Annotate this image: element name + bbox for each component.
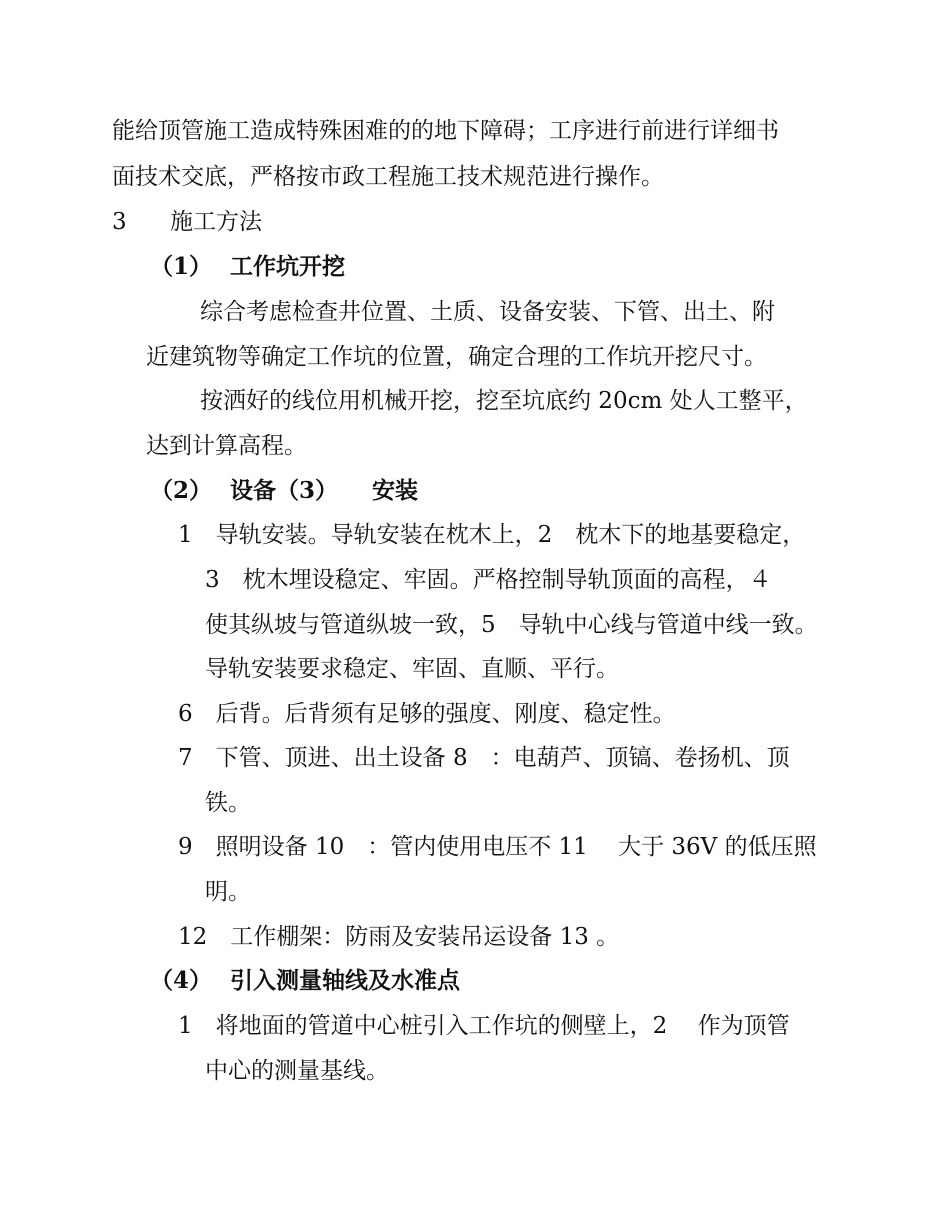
subsection-title-cont: 安装	[372, 477, 418, 504]
list-item-line: 7 下管、顶进、出土设备 8 ：电葫芦、顶镐、卷扬机、顶	[178, 745, 790, 771]
paragraph-line: 按洒好的线位用机械开挖，挖至坑底约 20cm 处人工整平，	[200, 388, 808, 414]
list-item-line: 中心的测量基线。	[205, 1058, 389, 1084]
list-item-line: 6 后背。后背须有足够的强度、刚度、稳定性。	[178, 701, 676, 727]
subsection-title: 设备（3）	[230, 477, 339, 504]
section-title: 施工方法	[170, 209, 262, 235]
list-item-line: 1 将地面的管道中心桩引入工作坑的侧壁上，2 作为顶管	[178, 1013, 790, 1039]
subsection-number: （1）	[150, 253, 213, 280]
list-item-line: 9 照明设备 10 ：管内使用电压不 11 大于 36V 的低压照	[178, 834, 817, 860]
paragraph-line: 综合考虑检查井位置、土质、设备安装、下管、出土、附	[200, 299, 775, 325]
list-item-line: 导轨安装要求稳定、牢固、直顺、平行。	[205, 656, 619, 682]
subsection-title: 引入测量轴线及水准点	[230, 967, 460, 994]
list-item-line: 12 工作棚架：防雨及安装吊运设备 13 。	[178, 924, 620, 950]
subsection-number: （4）	[150, 967, 213, 994]
list-item-line: 使其纵坡与管道纵坡一致，5 导轨中心线与管道中线一致。	[205, 612, 818, 638]
paragraph-line: 达到计算高程。	[146, 433, 307, 459]
subsection-title: 工作坑开挖	[230, 253, 345, 280]
section-number: 3	[112, 209, 127, 235]
list-item-line: 明。	[205, 879, 251, 905]
list-item-line: 铁。	[205, 790, 251, 816]
list-item-line: 3 枕木埋设稳定、牢固。严格控制导轨顶面的高程，４	[205, 567, 772, 593]
list-item-line: 1 导轨安装。导轨安装在枕木上，2 枕木下的地基要稳定，	[178, 522, 806, 548]
paragraph-line: 面技术交底，严格按市政工程施工技术规范进行操作。	[112, 164, 664, 190]
paragraph-line: 近建筑物等确定工作坑的位置，确定合理的工作坑开挖尺寸。	[146, 344, 767, 370]
paragraph-line: 能给顶管施工造成特殊困难的的地下障碍；工序进行前进行详细书	[112, 118, 779, 144]
subsection-number: （2）	[150, 477, 213, 504]
